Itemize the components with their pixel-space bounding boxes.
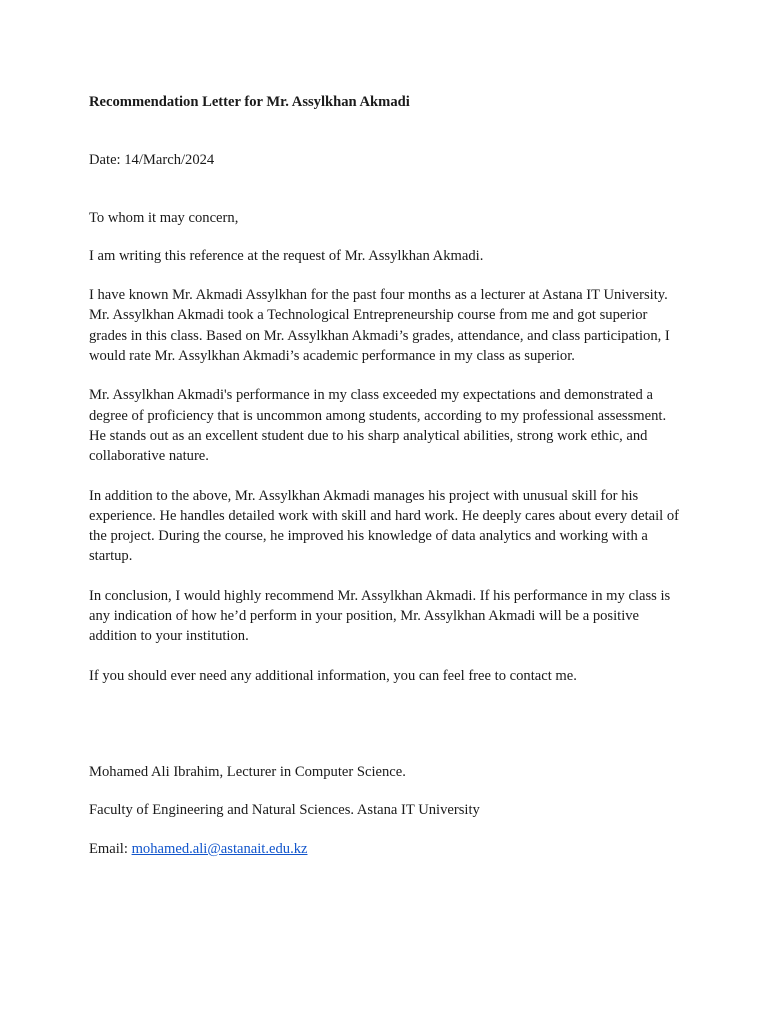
letter-body — [89, 92, 683, 859]
signature-faculty: Faculty of Engineering and Natural Sciences. Astana IT University — [89, 802, 480, 819]
paragraph-project: In addition to the above, Mr. Assylkhan Akmadi manages his project with unusual skill for his experience. He handles detailed work with skill and hard work. He deeply cares about every detail of the project. During the course, he improved his knowledge of data analytics and working with a startup. — [89, 487, 680, 565]
paragraph-contact: If you should ever need any additional information, you can feel free to contact me. — [89, 667, 577, 684]
paragraph-known: I have known Mr. Akmadi Assylkhan for the past four months as a lecturer at Astana IT University. Mr. Assylkhan Akmadi took a Technological Entrepreneurship course from me and got superior grades in this class. Based on Mr. Assylkhan Akmadi’s grades, attendance, and class participation, I would rate Mr. Assylkhan Akmadi’s academic performance in my class as superior. — [89, 287, 670, 365]
email-label: Email: — [89, 840, 132, 857]
paragraph-conclusion: In conclusion, I would highly recommend Mr. Assylkhan Akmadi. If his performance in my class is any indication of how he’d perform in your position, Mr. Assylkhan Akmadi will be a positive addition to your institution. — [89, 587, 671, 645]
signature-name: Mohamed Ali Ibrahim, Lecturer in Computer Science. — [89, 763, 406, 780]
paragraph-request: I am writing this reference at the request of Mr. Assylkhan Akmadi. — [89, 247, 484, 264]
paragraph-performance: Mr. Assylkhan Akmadi's performance in my class exceeded my expectations and demonstrated a degree of proficiency that is uncommon among students, according to my professional assessment. He stands out as an excellent student due to his sharp analytical abilities, strong work ethic, and collaborative nature. — [89, 387, 667, 465]
email-link[interactable]: mohamed.ali@astanait.edu.kz — [131, 840, 308, 857]
signature-email-line — [89, 839, 683, 859]
letter-title: Recommendation Letter for Mr. Assylkhan Akmadi — [89, 94, 410, 110]
letter-date: Date: 14/March/2024 — [89, 152, 215, 169]
letter-greeting: To whom it may concern, — [89, 209, 239, 226]
